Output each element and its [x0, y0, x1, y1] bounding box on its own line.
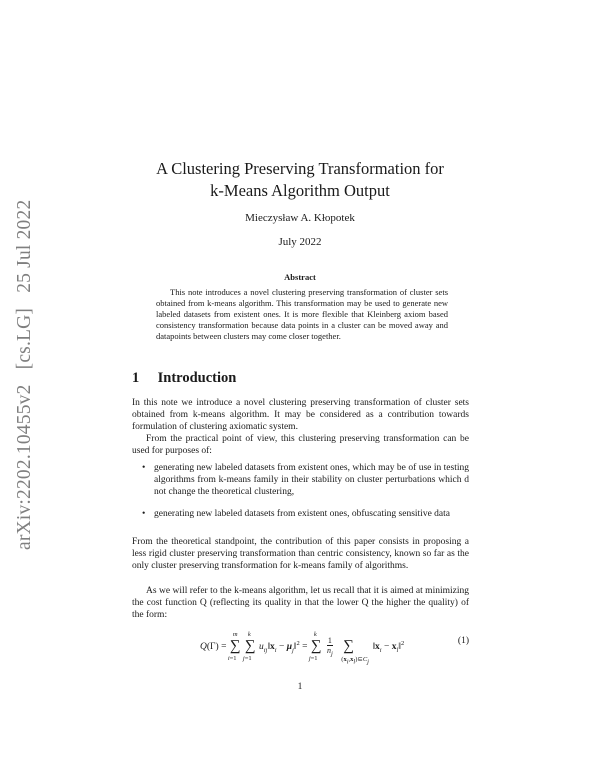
list-item-text: generating new labeled datasets from existent ones, which may be of use in testing algorithms from k-means family in their stability on cluster perturbations which d not change the theoretical clustering, — [154, 463, 469, 497]
equation-number: (1) — [457, 636, 469, 646]
arxiv-category: [cs.LG] — [14, 307, 35, 370]
abstract-heading: Abstract — [284, 272, 316, 282]
arxiv-identifier-stamp — [14, 199, 36, 550]
intro-paragraph-2: From the practical point of view, this clustering preserving transformation can be used for purposes of: — [132, 434, 469, 456]
title-line-2: k-Means Algorithm Output — [210, 181, 390, 200]
intro-paragraph-4: As we will refer to the k-means algorithm, let us recall that it is aimed at minimizing the cost function Q (reflecting its quality in that the lower Q the higher the quality) of the form: — [132, 586, 469, 620]
section-title: Introduction — [157, 370, 237, 386]
list-item — [142, 508, 469, 520]
intro-paragraph-3: From the theoretical standpoint, the contribution of this paper consists in proposing a less rigid cluster preserving transformation than centric consistency, known so far as the only cluster preserving transformation for k-means family of algorithms. — [132, 537, 469, 571]
arxiv-id: arXiv:2202.10455v2 — [14, 384, 35, 550]
paper-date: July 2022 — [278, 236, 322, 248]
title-line-1: A Clustering Preserving Transformation for — [156, 159, 444, 178]
bullet-icon: • — [142, 463, 146, 473]
equation-body: Q(Γ) = ∑ m i=1 ∑ k j=1 $u_{ij}‖x_i$ − $\mu_j‖^2$ = ∑ k j=1 $\frac{1}{n_j}$ ∑ $(x_i,x_l)⊆C_j$ $‖x_i$ − $x_l‖^2$ — [200, 631, 405, 666]
cost-function-equation — [132, 622, 469, 666]
purpose-list — [142, 462, 469, 530]
page-number: 1 — [297, 682, 303, 692]
section-heading — [132, 370, 472, 387]
abstract-text: This note introduces a novel clustering preserving transformation of cluster sets obtained from k-means algorithm. This transformation may be used to generate new labeled datasets from existent ones. It is more flexible that Kleinberg axiom based consistency transformation because data points in a cluster can be moved away and datapoints between clusters may come closer together. — [156, 287, 448, 341]
author-name: Mieczysław A. Kłopotek — [245, 212, 355, 224]
arxiv-date: 25 Jul 2022 — [14, 199, 35, 293]
bullet-icon: • — [142, 509, 146, 519]
paper-title — [130, 158, 470, 202]
intro-paragraph-1: In this note we introduce a novel clustering preserving transformation of cluster sets obtained from k-means algorithm. It may be considered as a contribution towards formulation of clustering axiomatic system. — [132, 398, 469, 432]
section-number: 1 — [132, 370, 140, 386]
list-item — [142, 462, 469, 498]
list-item-text: generating new labeled datasets from existent ones, obfuscating sensitive data — [154, 509, 450, 519]
